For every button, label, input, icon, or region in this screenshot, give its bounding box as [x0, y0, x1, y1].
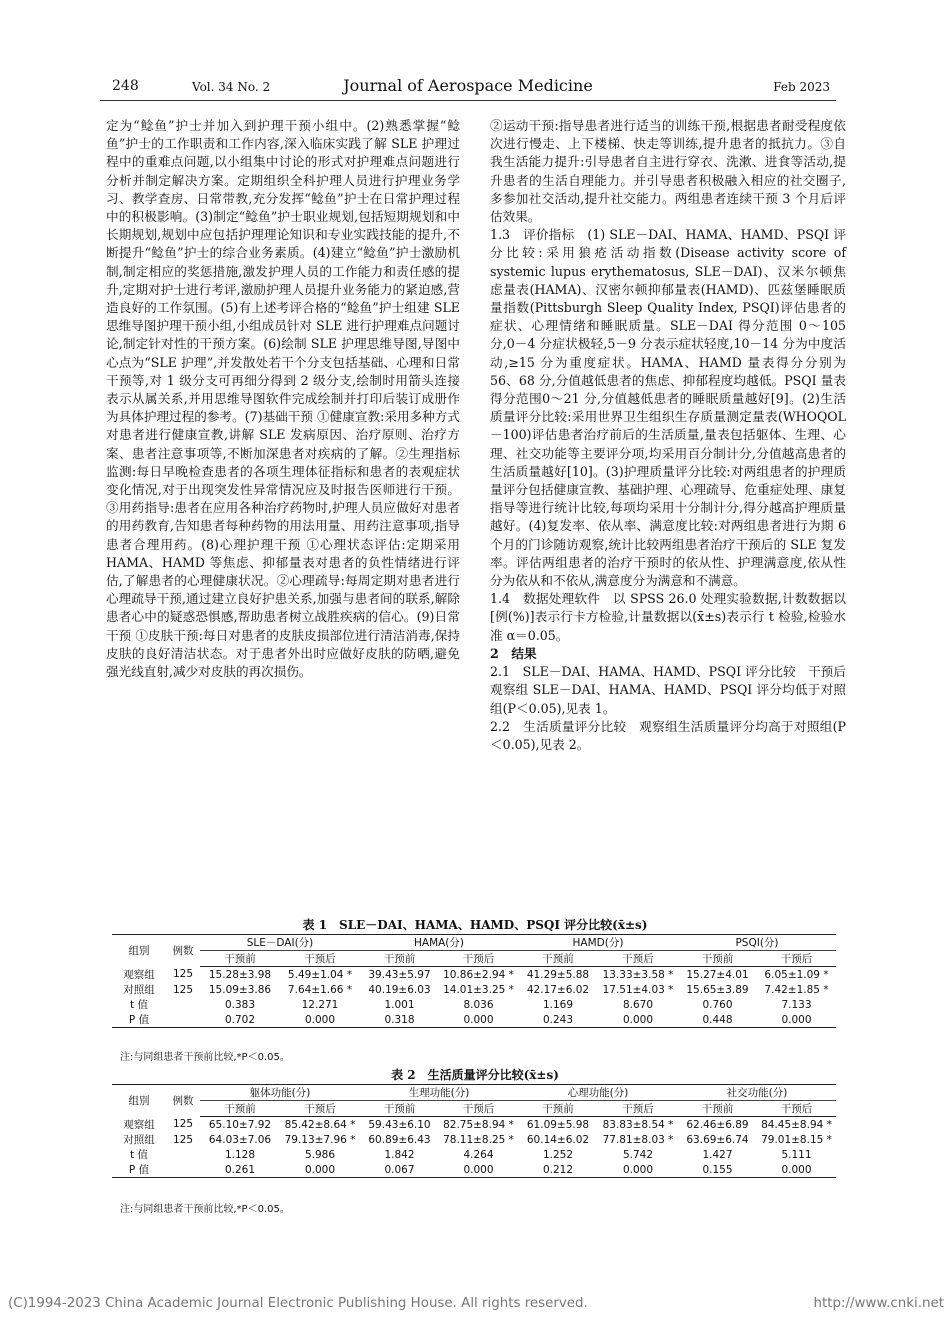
sub-header: 干预前 — [360, 1101, 439, 1117]
sub-header: 干预后 — [280, 1101, 360, 1117]
table-cell: 42.17±6.02 — [526, 983, 590, 996]
row-count — [166, 997, 200, 1012]
table-cell: 0.243 — [518, 1012, 598, 1028]
table-cell: 7.42±1.85 * — [764, 983, 829, 996]
source-url: http://www.cnki.net — [813, 1296, 944, 1311]
table-cell: 0.000 — [598, 1012, 678, 1028]
table-cell: 0.000 — [280, 1012, 360, 1028]
table-cell: 5.986 — [304, 1148, 336, 1161]
row-label: 对照组 — [123, 1134, 155, 1146]
section-result-2-2: 2.2 生活质量评分比较 观察组生活质量评分均高于对照组(P＜0.05),见表 2。 — [490, 718, 846, 752]
table-row — [112, 1132, 836, 1147]
table-row — [112, 997, 836, 1012]
col-group-header: 组别 — [112, 935, 166, 967]
copyright-text: (C)1994-2023 China Academic Journal Electronic Publishing House. All rights reserved. — [8, 1296, 588, 1311]
table-cell: 7.64±1.66 * — [287, 983, 353, 996]
table-cell: 64.03±7.06 — [208, 1133, 272, 1146]
section-statistics: 1.4 数据处理软件 以 SPSS 26.0 处理实验数据,计数数据以[例(%)]表示行卡方检验,计量数据以(x̄±s)表示行 t 检验,检验水准 α＝0.05。 — [490, 591, 846, 643]
table-cell: 5.111 — [781, 1148, 812, 1161]
table-cell: 1.252 — [542, 1148, 574, 1161]
group-header: HAMA(分) — [360, 935, 518, 951]
col-n-header: 例数 — [166, 935, 200, 967]
table-cell: 8.036 — [463, 998, 494, 1011]
sub-header: 干预前 — [200, 951, 280, 967]
table-cell: 65.10±7.92 — [208, 1118, 272, 1131]
journal-title: Journal of Aerospace Medicine — [343, 76, 593, 95]
row-count — [166, 1162, 200, 1178]
table-cell: 1.427 — [702, 1148, 733, 1161]
table-row — [112, 982, 836, 997]
table-cell: 4.264 — [463, 1148, 494, 1161]
table-cell: 14.01±3.25 * — [443, 983, 514, 996]
table-cell: 0.000 — [598, 1162, 678, 1178]
table-cell: 78.11±8.25 * — [443, 1133, 514, 1146]
row-label: 观察组 — [123, 968, 155, 981]
sub-header: 干预后 — [280, 951, 360, 967]
right-column — [490, 117, 846, 754]
sub-header: 干预后 — [598, 951, 678, 967]
table1-title: 表 1 SLE－DAI、HAMA、HAMD、PSQI 评分比较(x̄±s) — [302, 918, 648, 932]
table-cell: 0.383 — [224, 998, 256, 1011]
table-cell: 6.05±1.09 * — [764, 968, 829, 981]
table-cell: 83.83±8.54 * — [602, 1118, 674, 1131]
table-row — [112, 1147, 836, 1162]
table2-note: 注:与同组患者干预前比较,*P＜0.05。 — [120, 1204, 290, 1215]
group-header: 生理功能(分) — [360, 1085, 518, 1101]
table2-title: 表 2 生活质量评分比较(x̄±s) — [391, 1068, 559, 1082]
sub-header: 干预后 — [598, 1101, 678, 1117]
row-count — [166, 1012, 200, 1028]
table-cell: 0.760 — [702, 998, 733, 1011]
table-cell: 79.13±7.96 * — [284, 1133, 356, 1146]
table-cell: 0.155 — [678, 1162, 757, 1178]
row-count: 125 — [172, 1118, 194, 1131]
table-cell: 5.49±1.04 * — [287, 968, 353, 981]
table-cell: 17.51±4.03 * — [602, 983, 674, 996]
table-cell: 0.000 — [439, 1162, 518, 1178]
table-cell: 1.169 — [542, 998, 574, 1011]
table-cell: 82.75±8.94 * — [443, 1118, 514, 1131]
table-cell: 0.067 — [360, 1162, 439, 1178]
table-cell: 84.45±8.94 * — [761, 1118, 832, 1131]
table-cell: 13.33±3.58 * — [602, 968, 674, 981]
sub-header: 干预前 — [678, 951, 757, 967]
group-header: 社交功能(分) — [678, 1085, 836, 1101]
sub-header: 干预后 — [757, 1101, 836, 1117]
row-label: 对照组 — [123, 984, 155, 996]
sub-header: 干预前 — [518, 1101, 598, 1117]
table-cell: 0.000 — [757, 1012, 836, 1028]
row-label: t 值 — [130, 999, 148, 1011]
table-cell: 60.89±6.43 — [368, 1133, 431, 1146]
table-cell: 59.43±6.10 — [368, 1118, 431, 1131]
table-cell: 40.19±6.03 — [368, 983, 431, 996]
group-header: HAMD(分) — [518, 935, 678, 951]
table-cell: 0.702 — [200, 1012, 280, 1028]
group-header: 心理功能(分) — [518, 1085, 678, 1101]
section-heading-results: 2 结果 — [490, 645, 537, 661]
col-n-header: 例数 — [166, 1085, 200, 1117]
row-label: t 值 — [130, 1149, 148, 1161]
left-column — [106, 117, 460, 681]
table-cell: 1.842 — [384, 1148, 415, 1161]
table-cell: 0.448 — [678, 1012, 757, 1028]
row-label: P 值 — [112, 1162, 166, 1178]
table-cell: 1.001 — [384, 998, 415, 1011]
table-cell: 0.000 — [439, 1012, 518, 1028]
table-row — [112, 1117, 836, 1133]
table-cell: 15.28±3.98 — [208, 968, 272, 981]
table-cell: 0.318 — [360, 1012, 439, 1028]
table-cell: 77.81±8.03 * — [602, 1133, 674, 1146]
group-header: SLE－DAI(分) — [200, 935, 360, 951]
table-cell: 0.000 — [280, 1162, 360, 1178]
row-count — [166, 1147, 200, 1162]
page-header — [100, 74, 836, 101]
sub-header: 干预后 — [439, 1101, 518, 1117]
row-count: 125 — [172, 1133, 194, 1146]
table-row — [112, 1012, 836, 1028]
row-label: P 值 — [112, 1012, 166, 1028]
sub-header: 干预前 — [200, 1101, 280, 1117]
table2 — [112, 1084, 836, 1178]
row-count: 125 — [172, 983, 194, 996]
sub-header: 干预前 — [678, 1101, 757, 1117]
table-cell: 63.69±6.74 — [686, 1133, 749, 1146]
table-cell: 8.670 — [622, 998, 654, 1011]
table-cell: 85.42±8.64 * — [284, 1118, 356, 1131]
col-group-header: 组别 — [112, 1085, 166, 1117]
table-cell: 41.29±5.88 — [526, 968, 590, 981]
table-cell: 79.01±8.15 * — [761, 1133, 832, 1146]
table-cell: 1.128 — [224, 1148, 256, 1161]
section-result-2-1: 2.1 SLE－DAI、HAMA、HAMD、PSQI 评分比较 干预后观察组 SLE－DAI、HAMA、HAMD、PSQI 评分均低于对照组(P＜0.05),见表 1。 — [490, 664, 846, 716]
table-row — [112, 967, 836, 983]
table1 — [112, 934, 836, 1028]
sub-header: 干预后 — [757, 951, 836, 967]
sub-header: 干预前 — [518, 951, 598, 967]
issue-date: Feb 2023 — [773, 80, 830, 94]
table1-note: 注:与同组患者干预前比较,*P＜0.05。 — [120, 1052, 290, 1063]
row-count: 125 — [172, 968, 194, 981]
body-paragraph: 定为“鲶鱼”护士并加入到护理干预小组中。(2)熟悉掌握“鲶鱼”护士的工作职责和工作内容,深入临床实践了解 SLE 护理过程中的重难点问题,以小组集中讨论的形式对护理难点问题进行分析并制定解决方案。定期组织全科护理人员进行护理业务学习、教学查房、日常带教,充分发挥“鲶鱼”护士在日常护理过程中的积极影响。(3)制定“鲶鱼”护士职业规划,包括短期规划和中长期规划,规划中应包括护理理论知识和专业实践技能的提升,不断提升“鲶鱼”护士的综合业务素质。(4)建立“鲶鱼”护士激励机制,制定相应的奖惩措施,激发护理人员的工作能力和责任感的提升,定期对护士进行考评,激励护理人员提升业务能力的紧迫感,营造良好的工作氛围。(5)有上述考评合格的“鲶鱼”护士组建 SLE 思维导图护理干预小组,小组成员针对 SLE 进行护理难点问题讨论,制定针对性的干预方案。(6)绘制 SLE 护理思维导图,导图中心点为“SLE 护理”,并发散处若干个分支包括基础、心理和日常干预等,对 1 级分支可再细分得到 2 级分支,绘制时用箭头连接表示从属关系,并用思维导图软件完成绘制并打印后装订成册作为具体护理过程的参考。(7)基础干预 ①健康宣教:采用多种方式对患者进行健康宣教,讲解 SLE 发病原因、治疗原则、治疗方案、患者注意事项等,不断加深患者对疾病的了解。②生理指标监测:每日早晚检查患者的各项生理体征指标和患者的表观症状变化情况,对于出现突发性异常情况应及时报告医师进行干预。③用药指导:患者在应用各种治疗药物时,护理人员应做好对患者的用药教育,告知患者每种药物的用法用量、用药注意事项,指导患者合理用药。(8)心理护理干预 ①心理状态评估:定期采用 HAMA、HAMD 等焦虑、抑郁量表对患者的负性情绪进行评估,了解患者的心理健康状况。②心理疏导:每周定期对患者进行心理疏导干预,通过建立良好护患关系,加强与患者间的联系,解除患者心中的疑惑恐惧感,帮助患者树立战胜疾病的信心。(9)日常干预 ①皮肤干预:每日对患者的皮肤皮损部位进行清洁消毒,保持皮肤的良好清洁状态。对于患者外出时应做好皮肤的防晒,避免强光线直射,减少对皮肤的再次损伤。 — [106, 118, 460, 680]
row-label: 观察组 — [123, 1118, 155, 1131]
table-cell: 7.133 — [781, 998, 812, 1011]
body-paragraph: ②运动干预:指导患者进行适当的训练干预,根据患者耐受程度依次进行慢走、上下楼梯、快走等训练,提升患者的抵抗力。③自我生活能力提升:引导患者自主进行穿衣、洗漱、进食等活动,提升患者的生活自理能力。并引导患者积极融入相应的社交圈子,多参加社交活动,提升社交能力。两组患者连续干预 3 个月后评估效果。 — [490, 118, 846, 225]
table-cell: 0.261 — [200, 1162, 280, 1178]
table-cell: 12.271 — [301, 998, 339, 1011]
table-cell: 39.43±5.97 — [368, 968, 431, 981]
section-evaluation: 1.3 评价指标 (1) SLE－DAI、HAMA、HAMD、PSQI 评分比较:采用狼疮活动指数(Disease activity score of systemic lupus erythematosus, SLE－DAI)、汉米尔顿焦虑量表(HAMA)、汉密尔顿抑郁量表(HAMD)、匹兹堡睡眠质量指数(Pittsburgh Sleep Quality Index, PSQI)评估患者的症状、心理情绪和睡眠质量。SLE－DAI 得分范围 0～105 分,0－4 分症状极轻,5－9 分表示症状轻度,10－14 分为中度活动,≥15 分为重度症状。HAMA、HAMD 量表得分分别为 56、68 分,分值越低患者的焦虑、抑郁程度均越低。PSQI 量表得分范围0～21 分,分值越低患者的睡眠质量越好[9]。(2)生活质量评分比较:采用世界卫生组织生存质量测定量表(WHOQOL－100)评估患者治疗前后的生活质量,量表包括躯体、生理、心理、社交功能等主要评分项,均采用百分制计分,分值越高患者的生活质量越好[10]。(3)护理质量评分比较:对两组患者的护理质量评分包括健康宣教、基础护理、心理疏导、危重症处理、康复指导等进行统计比较,每项均采用十分制计分,得分越高护理质量越好。(4)复发率、依从率、满意度比较:对两组患者进行为期 6 个月的门诊随访观察,统计比较两组患者治疗干预后的 SLE 复发率。评估两组患者的治疗干预时的依从性、护理满意度,依从性分为依从和不依从,满意度分为满意和不满意。 — [490, 227, 846, 589]
sub-header: 干预后 — [439, 951, 518, 967]
table-cell: 5.742 — [622, 1148, 654, 1161]
table-cell: 62.46±6.89 — [686, 1118, 749, 1131]
volume-issue: Vol. 34 No. 2 — [192, 80, 271, 94]
table-cell: 15.65±3.89 — [686, 983, 749, 996]
sub-header: 干预前 — [360, 951, 439, 967]
table-cell: 0.000 — [757, 1162, 836, 1178]
group-header: 躯体功能(分) — [200, 1085, 360, 1101]
table-cell: 61.09±5.98 — [526, 1118, 590, 1131]
table-cell: 10.86±2.94 * — [443, 968, 514, 981]
table-cell: 15.09±3.86 — [208, 983, 272, 996]
table-cell: 60.14±6.02 — [526, 1133, 590, 1146]
page-number: 248 — [112, 78, 139, 94]
table-cell: 15.27±4.01 — [686, 968, 749, 981]
group-header: PSQI(分) — [678, 935, 836, 951]
table-row — [112, 1162, 836, 1178]
table-cell: 0.212 — [518, 1162, 598, 1178]
